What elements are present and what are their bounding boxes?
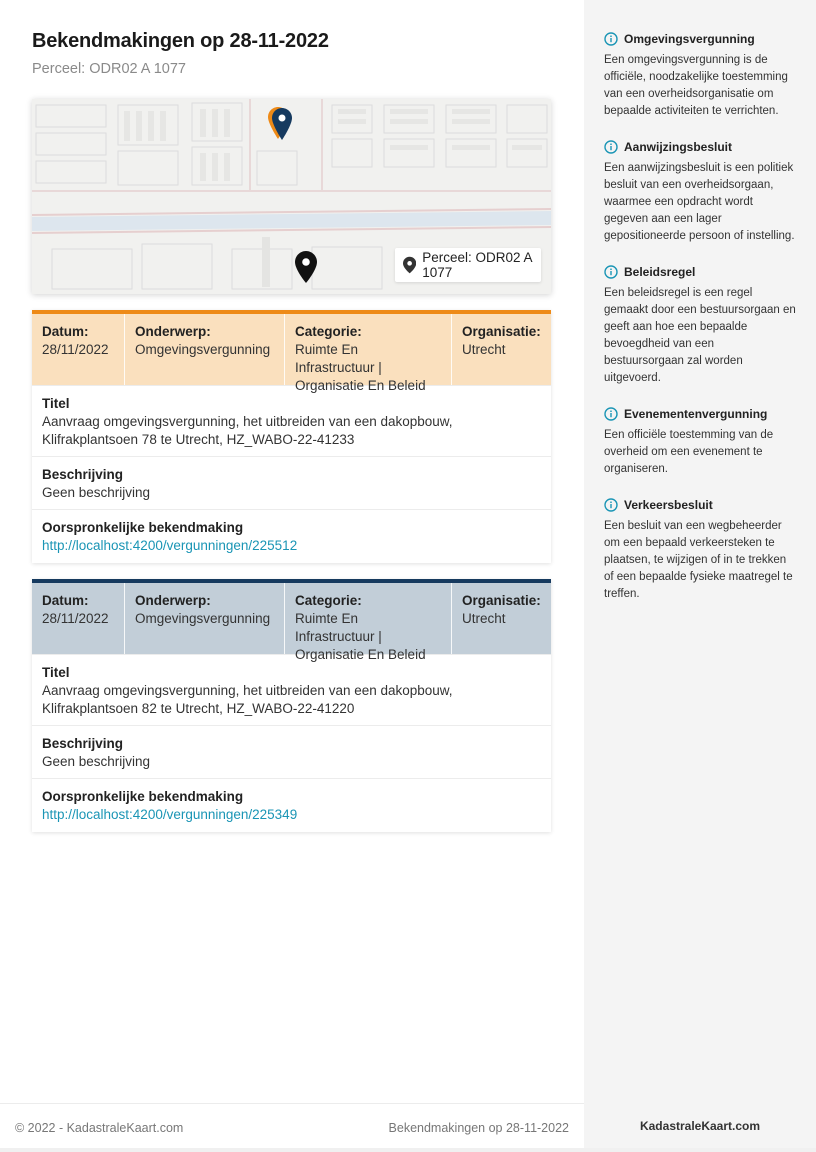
original-announcement-link[interactable]: http://localhost:4200/vergunningen/225512 bbox=[42, 538, 298, 553]
footer-page-title: Bekendmakingen op 28-11-2022 bbox=[388, 1121, 569, 1135]
announcement-header bbox=[32, 314, 551, 393]
announcement-header bbox=[32, 583, 551, 662]
info-circle-icon bbox=[604, 407, 618, 421]
glossary-item bbox=[604, 265, 796, 387]
beschrijving-label: Beschrijving bbox=[42, 467, 124, 482]
original-announcement-label: Oorspronkelijke bekendmaking bbox=[42, 789, 244, 804]
titel-value: Aanvraag omgevingsvergunning, het uitbreiden van een dakopbouw, Klifrakplantsoen 82 te Utrecht, HZ_WABO-22-41220 bbox=[42, 683, 453, 716]
glossary-item-text: Een beleidsregel is een regel gemaakt door een bestuursorgaan en geeft aan hoe een bepaalde bevoegdheid van een bestuursorgaan zal worden uitgevoerd. bbox=[604, 287, 796, 384]
categorie-cell bbox=[285, 314, 452, 393]
page-title: Bekendmakingen op 28-11-2022 bbox=[32, 30, 329, 52]
organisatie-cell bbox=[452, 314, 551, 385]
beschrijving-value: Geen beschrijving bbox=[42, 485, 151, 500]
original-announcement-row bbox=[32, 778, 551, 832]
categorie-label: Categorie: bbox=[295, 593, 362, 608]
info-circle-icon bbox=[604, 140, 618, 154]
glossary-item bbox=[604, 140, 796, 245]
page-subtitle: Perceel: ODR02 A 1077 bbox=[32, 61, 186, 77]
glossary-item-title bbox=[604, 498, 796, 512]
footer-brand: KadastraleKaart.com bbox=[639, 1119, 761, 1133]
onderwerp-value: Omgevingsvergunning bbox=[135, 611, 271, 626]
categorie-value: Ruimte En Infrastructuur | Organisatie En Beleid bbox=[295, 342, 426, 393]
titel-row bbox=[32, 385, 551, 456]
datum-label: Datum: bbox=[42, 593, 89, 608]
beschrijving-row bbox=[32, 456, 551, 509]
glossary-item-text: Een aanwijzingsbesluit is een politiek besluit van een overheidsorgaan, waarmee een opdracht wordt gegeven aan een lager gepositioneerde persoon of instelling. bbox=[604, 162, 795, 242]
beschrijving-value: Geen beschrijving bbox=[42, 754, 151, 769]
titel-value: Aanvraag omgevingsvergunning, het uitbreiden van een dakopbouw, Klifrakplantsoen 78 te Utrecht, HZ_WABO-22-41233 bbox=[42, 414, 453, 447]
parcel-map[interactable] bbox=[32, 99, 551, 294]
organisatie-value: Utrecht bbox=[462, 611, 506, 626]
original-announcement-label: Oorspronkelijke bekendmaking bbox=[42, 520, 244, 535]
glossary-item-title-text: Verkeersbesluit bbox=[624, 498, 713, 512]
bottom-divider bbox=[0, 1148, 816, 1152]
info-circle-icon bbox=[604, 498, 618, 512]
glossary-item-title bbox=[604, 265, 796, 279]
titel-label: Titel bbox=[42, 665, 70, 680]
datum-value: 28/11/2022 bbox=[42, 342, 109, 357]
onderwerp-cell bbox=[125, 583, 285, 654]
categorie-value: Ruimte En Infrastructuur | Organisatie En Beleid bbox=[295, 611, 426, 662]
announcement-card bbox=[32, 310, 551, 563]
onderwerp-value: Omgevingsvergunning bbox=[135, 342, 271, 357]
footer-copyright: © 2022 - KadastraleKaart.com bbox=[15, 1121, 184, 1135]
organisatie-value: Utrecht bbox=[462, 342, 506, 357]
datum-cell bbox=[32, 583, 125, 654]
beschrijving-row bbox=[32, 725, 551, 778]
page-footer bbox=[0, 1103, 584, 1152]
glossary-item-text: Een besluit van een wegbeheerder om een bepaald verkeersteken te plaatsen, te wijzigen of in te trekken of een bepaalde fysieke maatregel te treffen. bbox=[604, 520, 793, 600]
info-circle-icon bbox=[604, 32, 618, 46]
onderwerp-label: Onderwerp: bbox=[135, 324, 211, 339]
map-parcel-label bbox=[395, 248, 541, 282]
datum-cell bbox=[32, 314, 125, 385]
info-circle-icon bbox=[604, 265, 618, 279]
glossary-item-title-text: Beleidsregel bbox=[624, 265, 696, 279]
glossary-item-text: Een omgevingsvergunning is de officiële, noodzakelijke toestemming van een overheidsorganisatie om bepaalde activiteiten te verrichten. bbox=[604, 54, 788, 117]
glossary-item-title-text: Evenementenvergunning bbox=[624, 407, 768, 421]
glossary-item bbox=[604, 407, 796, 478]
categorie-label: Categorie: bbox=[295, 324, 362, 339]
categorie-cell bbox=[285, 583, 452, 662]
glossary-sidebar bbox=[584, 0, 816, 1152]
glossary-item-text: Een officiële toestemming van de overheid om een evenement te organiseren. bbox=[604, 429, 774, 475]
titel-row bbox=[32, 654, 551, 725]
original-announcement-link[interactable]: http://localhost:4200/vergunningen/225349 bbox=[42, 807, 298, 822]
onderwerp-cell bbox=[125, 314, 285, 385]
datum-value: 28/11/2022 bbox=[42, 611, 109, 626]
titel-label: Titel bbox=[42, 396, 70, 411]
organisatie-cell bbox=[452, 583, 551, 654]
glossary-item-title-text: Omgevingsvergunning bbox=[624, 32, 755, 46]
glossary-item-title-text: Aanwijzingsbesluit bbox=[624, 140, 733, 154]
map-parcel-label-text: Perceel: ODR02 A 1077 bbox=[422, 250, 532, 280]
original-announcement-row bbox=[32, 509, 551, 563]
glossary-item-title bbox=[604, 32, 796, 46]
datum-label: Datum: bbox=[42, 324, 89, 339]
beschrijving-label: Beschrijving bbox=[42, 736, 124, 751]
organisatie-label: Organisatie: bbox=[462, 324, 541, 339]
onderwerp-label: Onderwerp: bbox=[135, 593, 211, 608]
glossary-item bbox=[604, 498, 796, 603]
glossary-item bbox=[604, 32, 796, 120]
glossary-item-title bbox=[604, 140, 796, 154]
announcement-card bbox=[32, 579, 551, 832]
map-marker-icon bbox=[403, 255, 416, 275]
glossary-item-title bbox=[604, 407, 796, 421]
organisatie-label: Organisatie: bbox=[462, 593, 541, 608]
